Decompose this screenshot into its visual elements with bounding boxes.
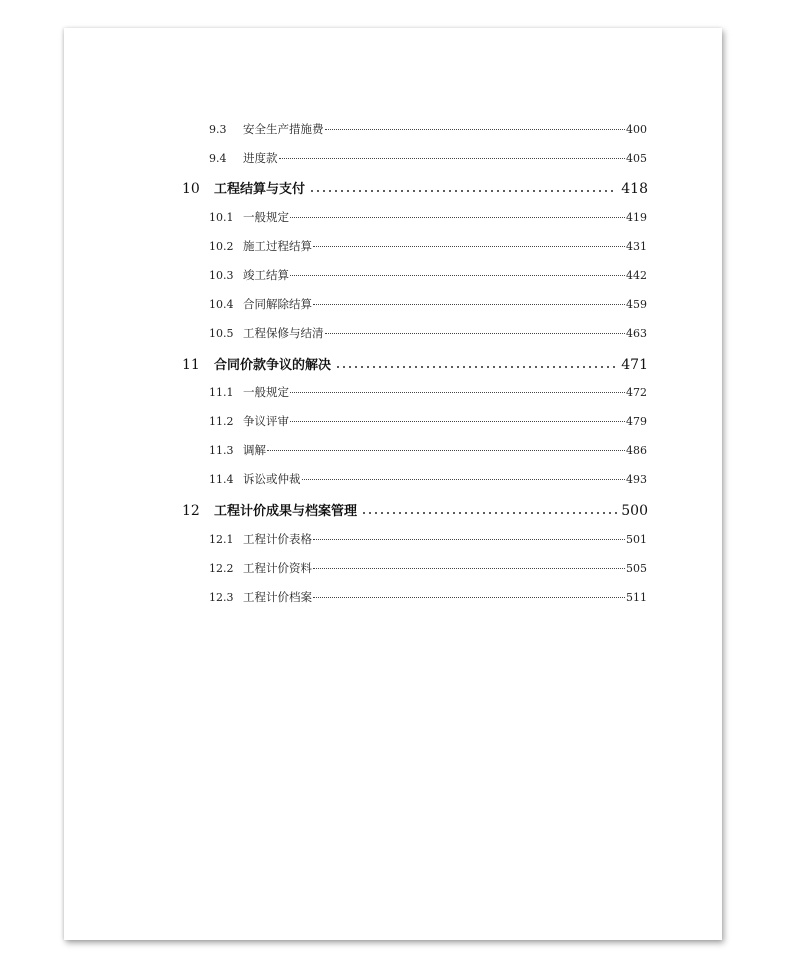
- toc-entry-page: 505: [626, 562, 647, 575]
- toc-entry-number: 10.2: [209, 240, 234, 253]
- toc-entry-page: 405: [626, 152, 647, 165]
- toc-chapter-page: 418: [621, 181, 648, 197]
- dot-leader: [313, 236, 625, 247]
- toc-entry-title: 合同解除结算: [243, 297, 312, 311]
- toc-entry-number: 10.3: [209, 269, 234, 282]
- dot-leader: [313, 529, 625, 540]
- toc-entry-page: 486: [626, 444, 647, 457]
- toc-entry-title: 施工过程结算: [243, 239, 312, 253]
- toc-entry[interactable]: [209, 442, 647, 458]
- toc-chapter-title: 工程计价成果与档案管理: [214, 504, 358, 519]
- toc-entry-title: 调解: [243, 443, 266, 457]
- toc-entry-page: 459: [626, 298, 647, 311]
- dot-leader: [313, 294, 625, 305]
- toc-entry-page: 479: [626, 415, 647, 428]
- toc-entry-title: 进度款: [243, 151, 278, 165]
- dot-leader: [361, 505, 617, 515]
- toc-chapter[interactable]: [182, 178, 648, 197]
- toc-entry-title: 一般规定: [243, 210, 289, 224]
- dot-leader: [335, 359, 617, 369]
- dot-leader: [302, 469, 626, 480]
- toc-chapter-page: 471: [621, 357, 648, 373]
- toc-entry[interactable]: [209, 413, 647, 429]
- toc-entry[interactable]: [209, 121, 647, 137]
- toc-chapter-title: 工程结算与支付: [214, 182, 306, 197]
- toc-entry-number: 9.3: [209, 123, 227, 136]
- toc-entry[interactable]: [209, 209, 647, 225]
- toc-entry-number: 9.4: [209, 152, 227, 165]
- dot-leader: [290, 207, 625, 218]
- toc-entry-title: 工程计价表格: [243, 532, 312, 546]
- dot-leader: [325, 119, 626, 130]
- toc-entry-title: 安全生产措施费: [243, 122, 324, 136]
- toc-entry-title: 工程保修与结清: [243, 326, 324, 340]
- toc-entry[interactable]: [209, 296, 647, 312]
- dot-leader: [313, 587, 625, 598]
- dot-leader: [290, 382, 625, 393]
- toc-chapter-number: 10: [182, 181, 200, 197]
- toc-chapter-page: 500: [621, 503, 648, 519]
- toc-entry-page: 400: [626, 123, 647, 136]
- toc-entry-number: 12.2: [209, 562, 234, 575]
- toc-chapter[interactable]: [182, 500, 648, 519]
- toc-entry-number: 11.3: [209, 444, 234, 457]
- toc-entry-title: 竣工结算: [243, 268, 289, 282]
- toc-entry-title: 争议评审: [243, 414, 289, 428]
- toc-entry-page: 493: [626, 473, 647, 486]
- dot-leader: [325, 323, 626, 334]
- toc-entry-number: 10.4: [209, 298, 234, 311]
- toc-entry[interactable]: [209, 531, 647, 547]
- toc-entry[interactable]: [209, 238, 647, 254]
- toc-entry[interactable]: [209, 267, 647, 283]
- toc-entry-title: 一般规定: [243, 385, 289, 399]
- toc-entry-page: 472: [626, 386, 647, 399]
- dot-leader: [279, 148, 626, 159]
- toc-entry[interactable]: [209, 325, 647, 341]
- toc-entry[interactable]: [209, 384, 647, 400]
- toc-entry-page: 463: [626, 327, 647, 340]
- toc-entry-title: 工程计价资料: [243, 561, 312, 575]
- toc-entry-number: 11.1: [209, 386, 234, 399]
- toc-entry-number: 12.1: [209, 533, 234, 546]
- toc-entry-title: 工程计价档案: [243, 590, 312, 604]
- toc-entry-number: 12.3: [209, 591, 234, 604]
- toc-entry-number: 10.1: [209, 211, 234, 224]
- toc-entry-page: 431: [626, 240, 647, 253]
- toc-chapter-number: 12: [182, 503, 200, 519]
- dot-leader: [313, 558, 625, 569]
- toc-entry[interactable]: [209, 471, 647, 487]
- dot-leader: [267, 440, 625, 451]
- toc-chapter-title: 合同价款争议的解决: [214, 358, 332, 373]
- dot-leader: [290, 265, 625, 276]
- toc-entry[interactable]: [209, 560, 647, 576]
- dot-leader: [290, 411, 625, 422]
- toc-entry-title: 诉讼或仲裁: [243, 472, 301, 486]
- toc-chapter[interactable]: [182, 354, 648, 373]
- toc-entry-page: 501: [626, 533, 647, 546]
- toc-entry-page: 419: [626, 211, 647, 224]
- document-page: [64, 28, 722, 940]
- toc-entry-page: 442: [626, 269, 647, 282]
- toc-entry-number: 11.4: [209, 473, 234, 486]
- toc-entry-number: 10.5: [209, 327, 234, 340]
- toc-entry-number: 11.2: [209, 415, 234, 428]
- toc-entry[interactable]: [209, 150, 647, 166]
- dot-leader: [309, 183, 617, 193]
- toc-entry[interactable]: [209, 589, 647, 605]
- toc-entry-page: 511: [626, 591, 647, 604]
- toc-chapter-number: 11: [182, 357, 200, 373]
